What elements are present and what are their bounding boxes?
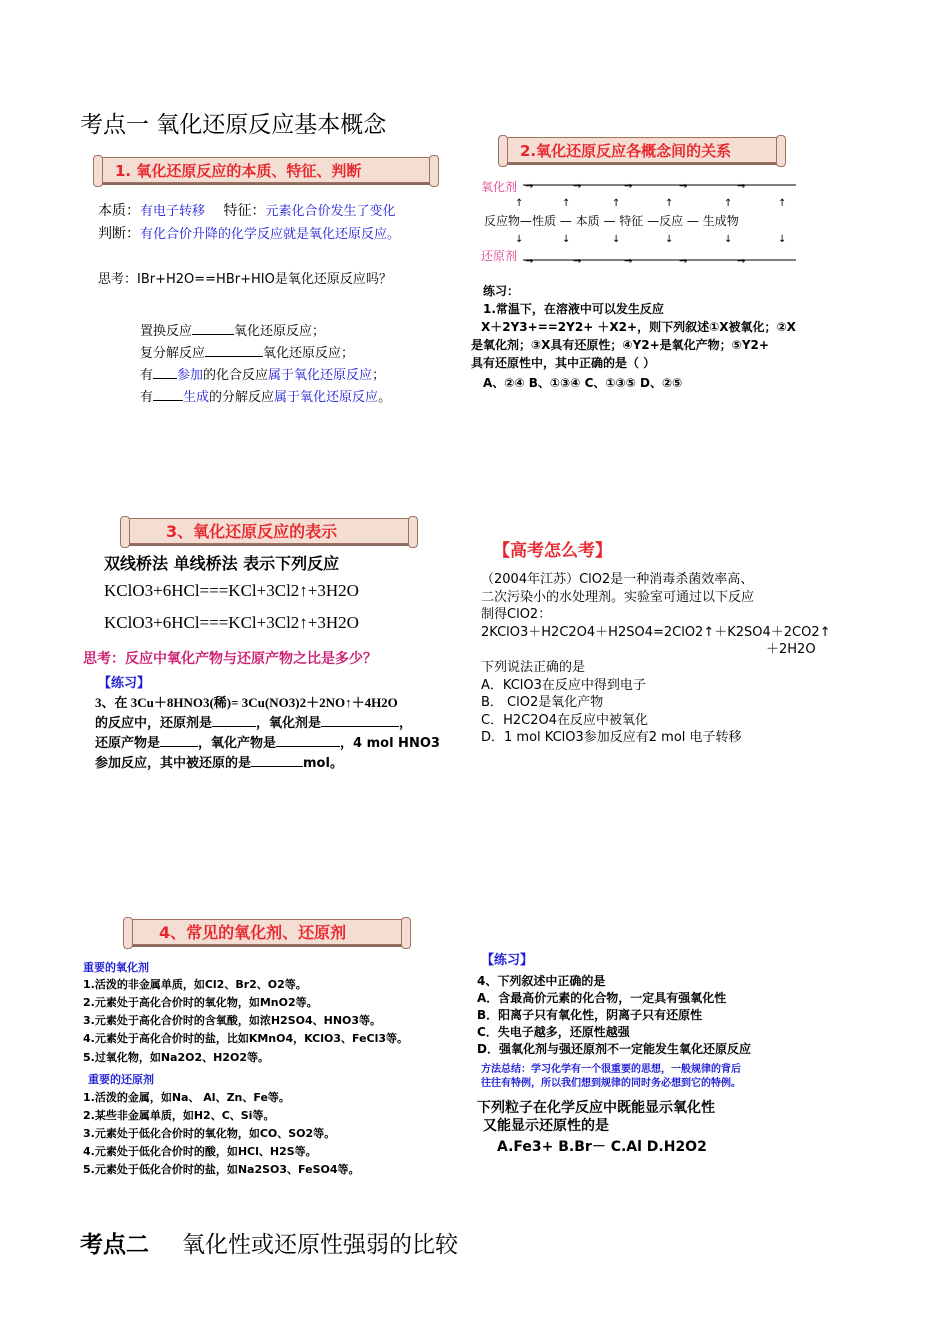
blank (153, 366, 177, 379)
svg-text:↓: ↓ (515, 234, 524, 245)
gaokao-equation: 2KClO3＋H2C2O4＋H2SO4=2ClO2↑＋K2SO4＋2CO2↑ (481, 625, 831, 640)
svg-text:→: → (573, 256, 582, 267)
judge-label: 判断： (98, 226, 140, 242)
practice-line (95, 752, 343, 771)
svg-text:↑: ↑ (778, 198, 787, 209)
blank (251, 754, 303, 767)
blank (321, 714, 399, 727)
label: 置换反应 (140, 324, 193, 339)
judge-value: 有化合价升降的化学反应就是氧化还原反应。 (140, 227, 401, 242)
svg-text:↓: ↓ (724, 234, 733, 245)
svg-text:↓: ↓ (612, 234, 621, 245)
reductant-item: 3.元素处于低化合价时的氧化物，如CO、SO2等。 (83, 1127, 336, 1140)
blank (205, 344, 263, 357)
practice4-option: A．含最高价元素的化合物，一定具有强氧化性 (477, 991, 727, 1005)
label: mol。 (303, 756, 343, 771)
label: 复分解反应 (140, 346, 206, 361)
svg-text:→: → (737, 181, 746, 192)
gaokao-option: B． ClO2是氧化产物 (481, 695, 604, 710)
svg-text:↓: ↓ (665, 234, 674, 245)
reductant-item: 2.某些非金属单质，如H2、C、Si等。 (83, 1109, 275, 1122)
oxidant-item: 2.元素处于高化合价时的氧化物，如MnO2等。 (83, 996, 318, 1009)
reaction-type-line-1 (140, 320, 325, 339)
svg-text:↓: ↓ (562, 234, 571, 245)
exercise-line: 是氧化剂；③X具有还原性；④Y2+是氧化产物；⑤Y2+ (471, 338, 769, 352)
banner-representation: 3、氧化还原反应的表示 (125, 518, 413, 544)
oxidant-item: 4.元素处于高化合价时的盐，比如KMnO4，KClO3、FeCl3等。 (83, 1032, 409, 1045)
svg-text:↑: ↑ (515, 198, 524, 209)
svg-text:→: → (525, 181, 534, 192)
oxidant-list-title: 重要的氧化剂 (83, 961, 149, 974)
think-question: 思考：IBr+H2O==HBr+HIO是氧化还原反应吗？ (98, 272, 392, 287)
label: 有 (140, 368, 154, 383)
gaokao-option: C．H2C2O4在反应中被氧化 (481, 713, 648, 728)
gaokao-line: （2004年江苏）ClO2是一种消毒杀菌效率高、 (481, 572, 754, 587)
label: ，4 mol HNO3 (340, 736, 440, 751)
practice-line: 3、在 3Cu＋8HNO3(稀)= 3Cu(NO3)2＋2NO↑＋4H2O (95, 695, 398, 710)
practice-label: 【练习】 (481, 953, 534, 968)
oxidant-label: 氧化剂 (481, 180, 518, 194)
svg-text:→: → (573, 181, 582, 192)
blank (153, 388, 183, 401)
method-summary: 方法总结：学习化学有一个很重要的思想，一般规律的背后 (481, 1064, 741, 1075)
svg-text:↑: ↑ (612, 198, 621, 209)
label: 还原产物是 (95, 736, 161, 751)
practice5-question: 下列粒子在化学反应中既能显示氧化性 (477, 1100, 715, 1116)
gaokao-line: 下列说法正确的是 (481, 660, 586, 675)
reductant-item: 5.元素处于低化合价时的盐，如Na2SO3、FeSO4等。 (83, 1163, 360, 1176)
svg-text:→: → (679, 181, 688, 192)
blank (212, 714, 256, 727)
practice4-question: 4、下列叙述中正确的是 (477, 974, 606, 988)
label: 的反应中，还原剂是 (95, 716, 213, 731)
oxidant-item: 1.活泼的非金属单质，如Cl2、Br2、O2等。 (83, 978, 307, 991)
section-title-1: 考点一 氧化还原反应基本概念 (80, 112, 387, 138)
exercise-line: X＋2Y3+==2Y2+ ＋X2+，则下列叙述①X被氧化；②X (481, 320, 796, 334)
gaokao-line: 制得ClO2： (481, 607, 552, 622)
label: ，氧化剂是 (256, 716, 322, 731)
practice5-question: 又能显示还原性的是 (483, 1118, 609, 1134)
practice4-option: B．阳离子只有氧化性，阴离子只有还原性 (477, 1008, 703, 1022)
banner-agents: 4、常见的氧化剂、还原剂 (128, 919, 406, 945)
feature-label: 特征： (223, 203, 266, 219)
svg-text:↑: ↑ (665, 198, 674, 209)
label: ，氧化产物是 (198, 736, 277, 751)
label: 氧化还原反应； (234, 324, 326, 339)
label: 生成 (183, 390, 210, 405)
practice4-option: C．失电子越多，还原性越强 (477, 1025, 630, 1039)
svg-text:→: → (679, 256, 688, 267)
svg-text:→: → (624, 181, 633, 192)
svg-text:→: → (737, 256, 746, 267)
section-title-2-label: 考点二 (80, 1232, 149, 1258)
banner-concept-relation: 2.氧化还原反应各概念间的关系 (503, 137, 781, 163)
banner-concept-essence: 1. 氧化还原反应的本质、特征、判断 (98, 157, 434, 183)
oxidant-item: 5.过氧化物，如Na2O2、H2O2等。 (83, 1051, 269, 1064)
exercise-line: 具有还原性中，其中正确的是（ ） (471, 356, 656, 370)
essence-label: 本质： (98, 203, 140, 219)
reductant-list-title: 重要的还原剂 (88, 1073, 154, 1086)
practice-label: 练习： (483, 284, 520, 298)
method-summary: 往往有特例，所以我们想到规律的同时务必想到它的特例。 (481, 1078, 741, 1089)
essence-line (98, 200, 395, 220)
feature-value: 元素化合价发生了变化 (265, 204, 396, 219)
gaokao-option: D．1 mol KClO3参加反应有2 mol 电子转移 (481, 730, 742, 745)
gaokao-title: 【高考怎么考】 (493, 541, 612, 561)
label: 的分解反应 (209, 390, 275, 405)
practice-line (95, 712, 412, 731)
relation-middle-row: 反应物—性质 — 本质 — 特征 —反应 — 生成物 (484, 214, 739, 228)
reductant-item: 4.元素处于低化合价时的酸，如HCl、H2S等。 (83, 1145, 317, 1158)
svg-text:↑: ↑ (724, 198, 733, 209)
svg-text:↑: ↑ (562, 198, 571, 209)
reaction-type-line-4: 有 生成的分解反应属于氧化还原反应。 (140, 390, 392, 405)
label: 氧化还原反应； (263, 346, 355, 361)
blank (276, 734, 340, 747)
blank (160, 734, 198, 747)
label: 属于氧化还原反应 (274, 390, 379, 405)
reaction-type-line-3: 有 参加的化合反应属于氧化还原反应； (140, 368, 386, 383)
oxidant-item: 3.元素处于高化合价时的含氧酸，如浓H2SO4、HNO3等。 (83, 1014, 382, 1027)
exercise-line: 1.常温下，在溶液中可以发生反应 (483, 302, 664, 316)
practice4-option: D．强氧化剂与强还原剂不一定能发生氧化还原反应 (477, 1042, 751, 1056)
gaokao-line: 二次污染小的水处理剂。实验室可通过以下反应 (481, 590, 755, 605)
reductant-label: 还原剂 (481, 249, 518, 263)
essence-value: 有电子转移 (140, 204, 206, 219)
judge-line (98, 223, 400, 243)
methods-line: 双线桥法 单线桥法 表示下列反应 (104, 554, 340, 573)
gaokao-equation-cont: ＋2H2O (766, 642, 816, 657)
blank (192, 322, 234, 335)
label: 有 (140, 390, 154, 405)
svg-text:↓: ↓ (778, 234, 787, 245)
practice-label: 【练习】 (98, 676, 151, 691)
equation-2: KClO3+6HCl===KCl+3Cl2↑+3H2O (104, 613, 359, 632)
reaction-type-line-2 (140, 342, 354, 361)
think-ratio: 思考：反应中氧化产物与还原产物之比是多少？ (83, 651, 377, 667)
practice-line (95, 732, 440, 751)
label: 参加反应，其中被还原的是 (95, 756, 252, 771)
exercise-options: A、②④ B、①③④ C、①③⑤ D、②⑤ (483, 376, 683, 390)
label: 属于氧化还原反应 (268, 368, 373, 383)
label: 参加 (177, 368, 204, 383)
reductant-item: 1.活泼的金属，如Na、 Al、Zn、Fe等。 (83, 1091, 290, 1104)
gaokao-option: A．KClO3在反应中得到电子 (481, 678, 646, 693)
label: ， (399, 716, 413, 731)
section-title-2: 氧化性或还原性强弱的比较 (182, 1232, 458, 1258)
practice5-options: A.Fe3+ B.Br－ C.Al D.H2O2 (497, 1139, 707, 1155)
svg-text:→: → (525, 256, 534, 267)
svg-text:→: → (624, 256, 633, 267)
label: 的化合反应 (203, 368, 269, 383)
equation-1: KClO3+6HCl===KCl+3Cl2↑+3H2O (104, 581, 359, 600)
